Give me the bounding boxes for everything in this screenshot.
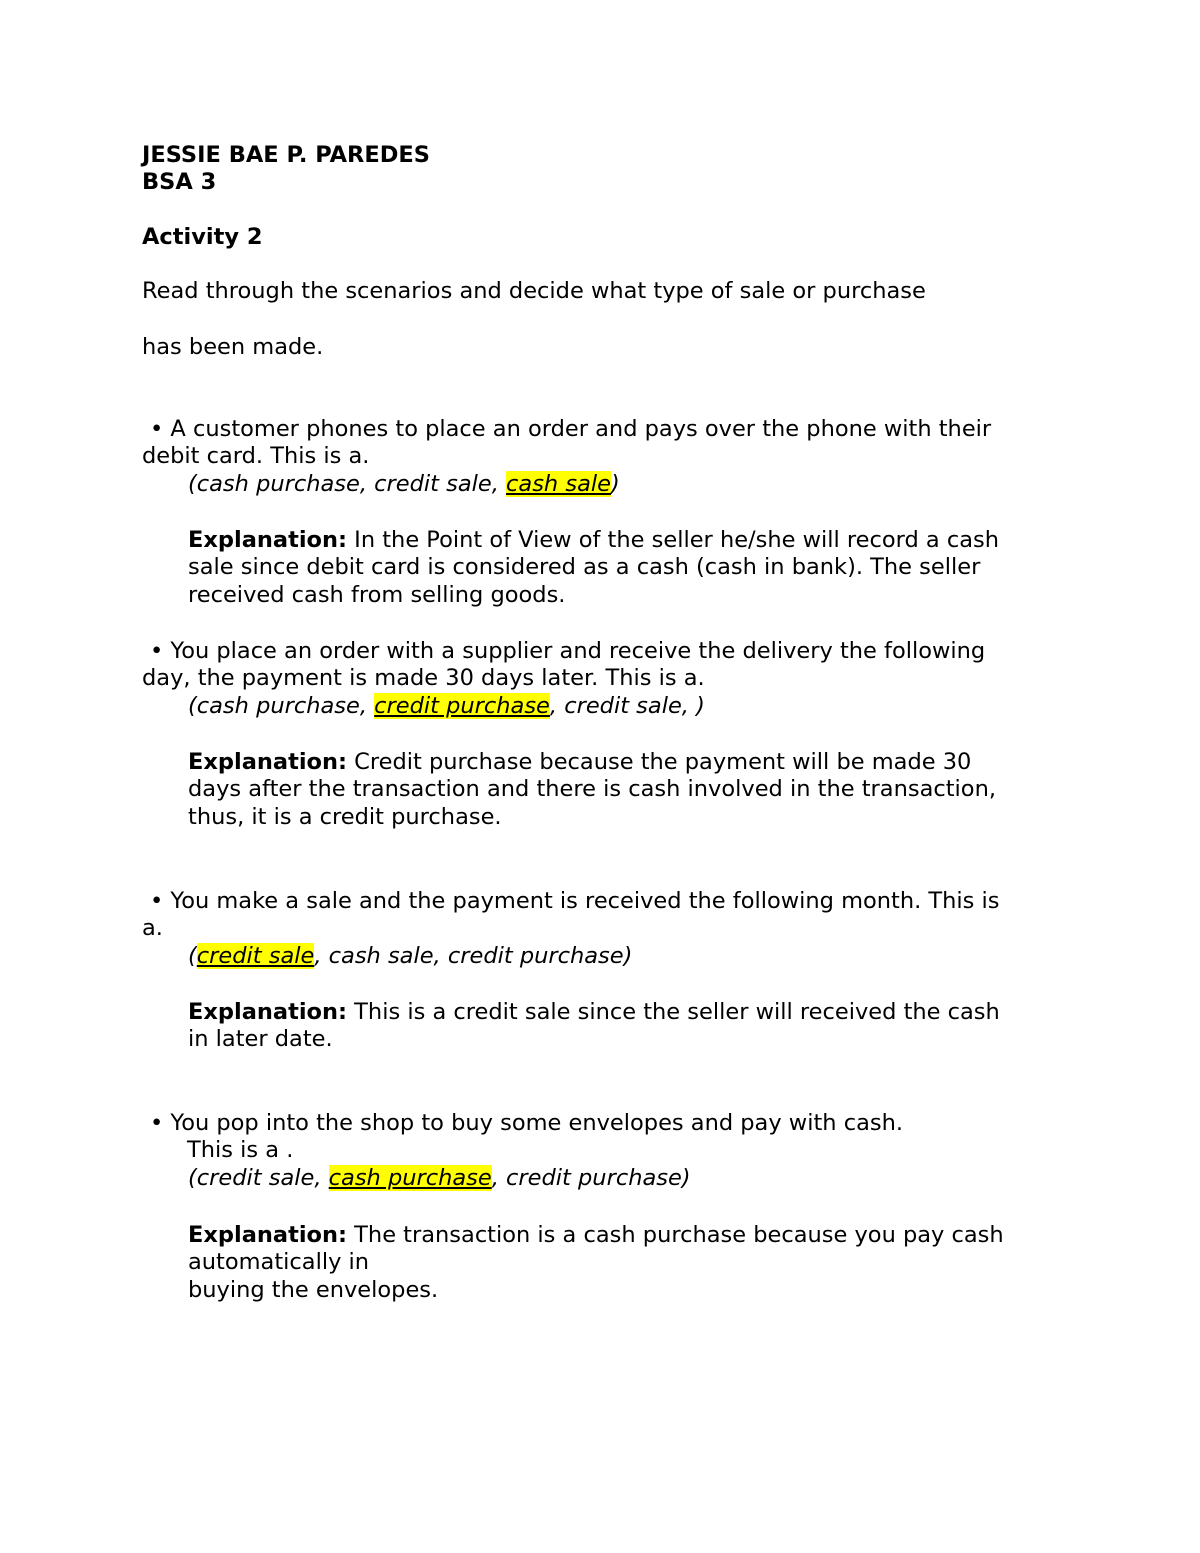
bullet-icon: • bbox=[150, 638, 164, 664]
highlighted-answer: cash sale bbox=[506, 471, 611, 497]
activity-title: Activity 2 bbox=[142, 224, 263, 250]
explanation-1-line-1 bbox=[188, 527, 999, 554]
explanation-label: Explanation: bbox=[188, 527, 348, 553]
explanation-3-line-1 bbox=[188, 999, 1000, 1026]
explanation-text: Credit purchase because the payment will be made 30 bbox=[347, 749, 972, 775]
explanation-2-line-2: days after the transaction and there is cash involved in the transaction, bbox=[188, 776, 996, 802]
choices-suffix: ) bbox=[610, 471, 620, 497]
explanation-label: Explanation: bbox=[188, 999, 348, 1025]
question-4-line-2: This is a . bbox=[187, 1137, 294, 1163]
explanation-4-line-2: automatically in bbox=[188, 1249, 370, 1275]
question-2-choices bbox=[188, 693, 705, 720]
explanation-2-line-3: thus, it is a credit purchase. bbox=[188, 804, 502, 830]
student-name: JESSIE BAE P. PAREDES bbox=[142, 142, 431, 168]
choices-prefix: ( bbox=[188, 943, 197, 969]
explanation-label: Explanation: bbox=[188, 1222, 348, 1248]
instructions-line-1: Read through the scenarios and decide what type of sale or purchase bbox=[142, 278, 926, 304]
choices-suffix: , credit sale, ) bbox=[549, 693, 705, 719]
bullet-icon: • bbox=[150, 888, 164, 914]
instructions-line-2: has been made. bbox=[142, 334, 324, 360]
explanation-text: In the Point of View of the seller he/she will record a cash bbox=[347, 527, 1000, 553]
explanation-4-line-3: buying the envelopes. bbox=[188, 1277, 439, 1303]
choices-suffix: , credit purchase) bbox=[491, 1165, 691, 1191]
choices-prefix: (cash purchase, credit sale, bbox=[188, 471, 507, 497]
explanation-text: The transaction is a cash purchase because you pay cash bbox=[347, 1222, 1004, 1248]
highlighted-answer: credit purchase bbox=[374, 693, 550, 719]
question-1-choices bbox=[188, 471, 620, 498]
explanation-4-line-1 bbox=[188, 1222, 1004, 1249]
question-1-line-1 bbox=[150, 416, 991, 443]
question-3-text: You make a sale and the payment is received the following month. This is bbox=[163, 888, 1000, 914]
choices-prefix: (cash purchase, bbox=[188, 693, 375, 719]
choices-suffix: , cash sale, credit purchase) bbox=[314, 943, 633, 969]
question-1-text: A customer phones to place an order and pays over the phone with their bbox=[163, 416, 992, 442]
highlighted-answer: credit sale bbox=[196, 943, 315, 969]
question-4-text: You pop into the shop to buy some envelopes and pay with cash. bbox=[163, 1110, 903, 1136]
student-course: BSA 3 bbox=[142, 169, 217, 195]
question-2-line-2: day, the payment is made 30 days later. This is a. bbox=[142, 665, 705, 691]
bullet-icon: • bbox=[150, 1110, 164, 1136]
question-1-line-2: debit card. This is a. bbox=[142, 443, 370, 469]
question-2-text: You place an order with a supplier and receive the delivery the following bbox=[163, 638, 986, 664]
explanation-2-line-1 bbox=[188, 749, 971, 776]
bullet-icon: • bbox=[150, 416, 164, 442]
explanation-1-line-2: sale since debit card is considered as a cash (cash in bank). The seller bbox=[188, 554, 981, 580]
question-4-line-1 bbox=[150, 1110, 903, 1137]
question-3-choices bbox=[188, 943, 632, 970]
choices-prefix: (credit sale, bbox=[188, 1165, 329, 1191]
explanation-label: Explanation: bbox=[188, 749, 348, 775]
question-2-line-1 bbox=[150, 638, 985, 665]
question-3-line-2: a. bbox=[142, 915, 163, 941]
question-4-choices bbox=[188, 1165, 691, 1192]
explanation-text: This is a credit sale since the seller will received the cash bbox=[347, 999, 1000, 1025]
explanation-3-line-2: in later date. bbox=[188, 1026, 333, 1052]
highlighted-answer: cash purchase bbox=[328, 1165, 492, 1191]
question-3-line-1 bbox=[150, 888, 1000, 915]
explanation-1-line-3: received cash from selling goods. bbox=[188, 582, 566, 608]
